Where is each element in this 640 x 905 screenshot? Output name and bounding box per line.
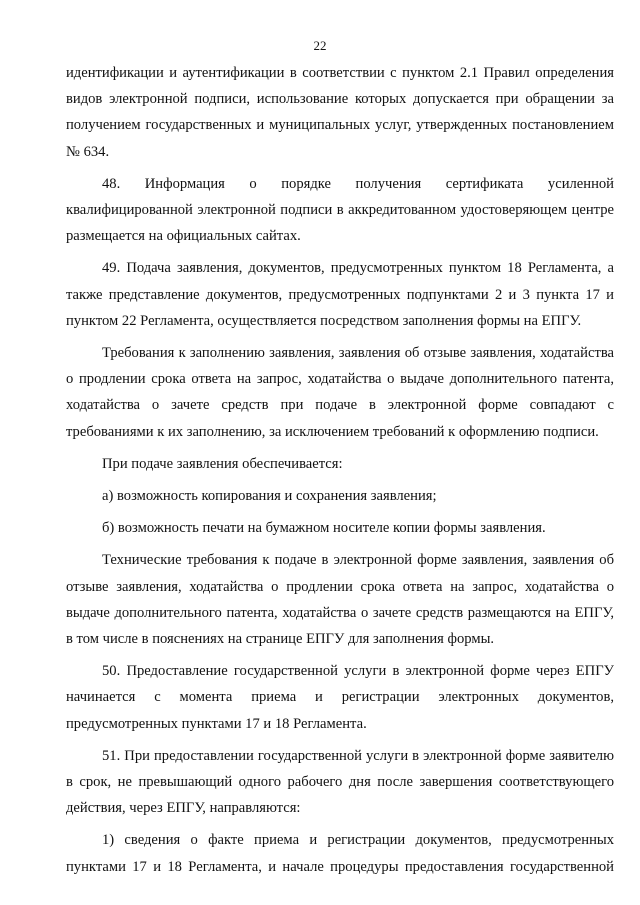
paragraph-51: 51. При предоставлении государственной услуги в электронной форме заявителю в срок, не превышающий одного рабочего дня после завершения соответствующего действия, через ЕПГУ, направляются: <box>66 747 614 817</box>
paragraph-49: 49. Подача заявления, документов, предусмотренных пунктом 18 Регламента, а также представление документов, предусмотренных подпунктами 2 и 3 пункта 17 и пунктом 22 Регламента, осуществляется посредством заполнения формы на ЕПГУ. <box>66 260 614 329</box>
paragraph-48: 48. Информация о порядке получения сертификата усиленной квалифицированной электронной подписи в аккредитованном удостоверяющем центре размещается на официальных сайтах. <box>66 175 614 245</box>
page-number: 22 <box>313 38 327 53</box>
paragraph-51-item-1: 1) сведения о факте приема и регистрации документов, предусмотренных пунктами 17 и 18 Регламента, и начале процедуры предоставления государственной <box>66 832 614 875</box>
paragraph-item-a: а) возможность копирования и сохранения заявления; <box>102 488 437 505</box>
paragraph-requirements: Требования к заполнению заявления, заявления об отзыве заявления, ходатайства о продлении срока ответа на запрос, ходатайства о выдаче дополнительного патента, ходатайства о зачете средств при подаче в электронной форме совпадают с требованиями к их заполнению, за исключением требований к оформлению подписи. <box>66 345 614 440</box>
paragraph-technical: Технические требования к подаче в электронной форме заявления, заявления об отзыве заявления, ходатайства о продлении срока ответа на запрос, ходатайства о выдаче дополнительного патента, ходатайства о зачете средств размещаются на ЕПГУ, в том числе в пояснениях на странице ЕПГУ для заполнения формы. <box>66 552 614 648</box>
paragraph-50: 50. Предоставление государственной услуги в электронной форме через ЕПГУ начинается с момента приема и регистрации электронных документов, предусмотренных пунктами 17 и 18 Регламента. <box>66 663 614 732</box>
document-body <box>66 60 614 880</box>
paragraph-item-b: б) возможность печати на бумажном носителе копии формы заявления. <box>102 520 546 537</box>
paragraph-provided: При подаче заявления обеспечивается: <box>102 455 343 472</box>
paragraph-continuation: идентификации и аутентификации в соответствии с пунктом 2.1 Правил определения видов электронной подписи, использование которых допускается при обращении за получением государственных и муниципальных услуг, утвержденных постановлением № 634. <box>66 65 614 160</box>
